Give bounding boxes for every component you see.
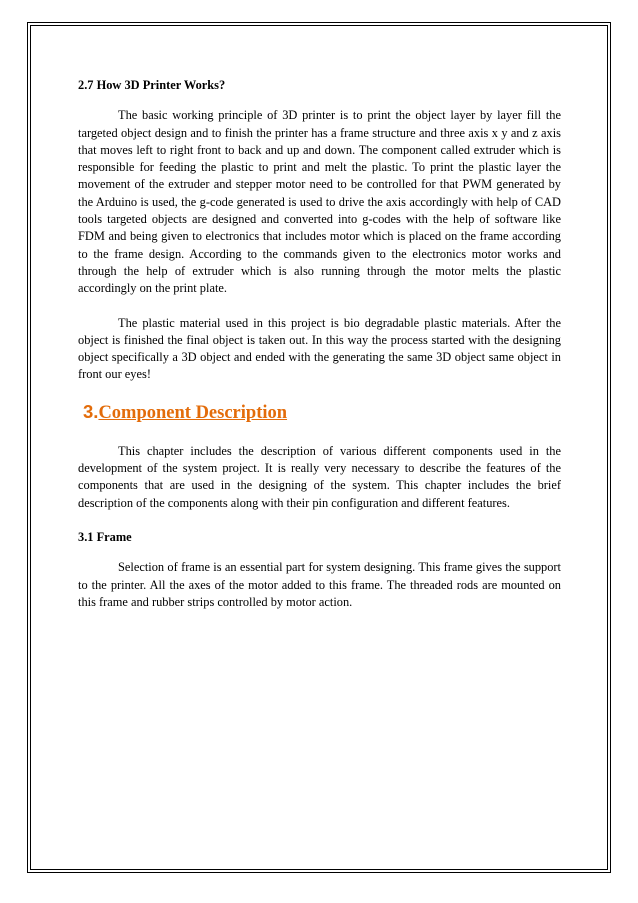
chapter-number: 3. — [83, 400, 99, 422]
chapter-heading-3 — [83, 401, 561, 424]
chapter-title: Component Description — [98, 402, 288, 423]
paragraph-working-principle: The basic working principle of 3D printer is to print the object layer by layer fill the targeted object design and to finish the printer has a frame structure and three axis x y and z axis that moves left to right front to back and up and down. The component called extruder which is responsible for feeding the plastic to print and melt the plastic. To print the plastic layer the movement of the extruder and stepper motor need to be controlled for that PWM generated by the Arduino is used, the g-code generated is used to drive the axis accordingly with help of CAD tools targeted objects are designed and converted into g-codes with the help of software like FDM and being given to electronics that includes motor which is placed on the frame according to the frame design. According to the commands given to the electronics motor works and through the help of extruder which is also running through the motor melts the plastic accordingly on the print plate. — [78, 108, 561, 296]
document-body — [78, 77, 561, 628]
section-heading-3-1: 3.1 Frame — [78, 529, 132, 544]
paragraph-frame: Selection of frame is an essential part for system designing. This frame gives the support to the printer. All the axes of the motor added to this frame. The threaded rods are mounted on this frame and rubber strips controlled by motor action. — [78, 560, 561, 609]
paragraph-plastic-material: The plastic material used in this project is bio degradable plastic materials. After the object is finished the final object is taken out. In this way the process started with the designing object specifically a 3D object and ended with the generating the same 3D object same object in front our eyes! — [78, 315, 561, 382]
section-heading-2-7: 2.7 How 3D Printer Works? — [78, 78, 226, 92]
paragraph-chapter-intro: This chapter includes the description of various different components used in the development of the system project. It is really very necessary to describe the features of the components that are used in the designing of the system. This chapter includes the brief description of the components along with their pin configuration and different features. — [78, 443, 561, 510]
